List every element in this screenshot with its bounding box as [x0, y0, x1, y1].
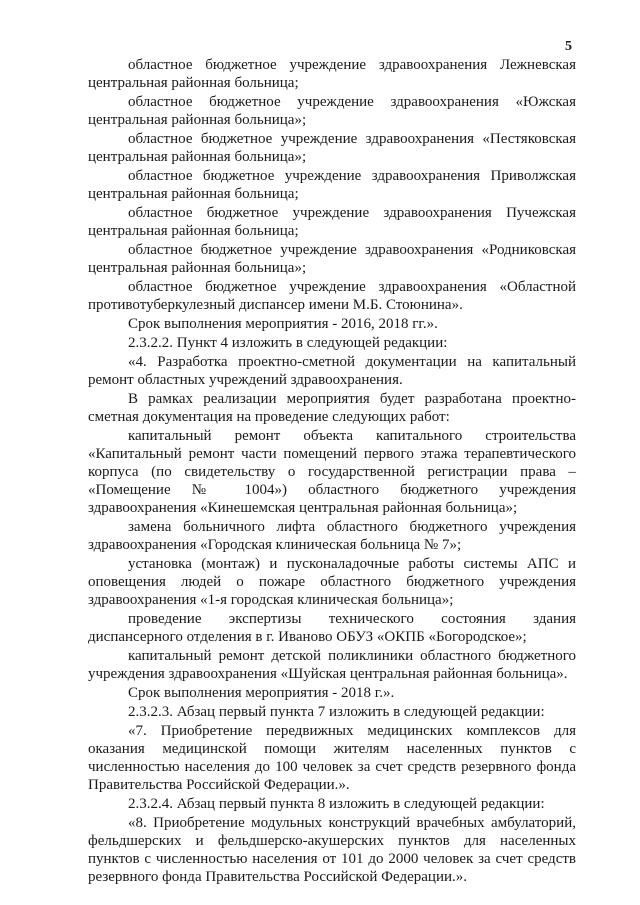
paragraph: областное бюджетное учреждение здравоохранения «Областной противотуберкулезный диспансер имени М.Б. Стоюнина».: [88, 279, 576, 313]
paragraph: областное бюджетное учреждение здравоохранения Приволжская центральная районная больница;: [88, 168, 576, 202]
paragraph: капитальный ремонт объекта капитального строительства «Капитальный ремонт части помещений первого этажа терапевтического корпуса (по свидетельству о государственной регистрации права – «Помещение № 1004») областного бюджетного учреждения здравоохранения «Кинешемская центральная районная больница»;: [88, 428, 576, 516]
page-number: 5: [565, 39, 572, 54]
document-body: [88, 56, 576, 887]
paragraph: областное бюджетное учреждение здравоохранения «Родниковская центральная районная больница»;: [88, 242, 576, 276]
paragraph: Срок выполнения мероприятия - 2016, 2018 гг.».: [128, 316, 438, 332]
paragraph: 2.3.2.2. Пункт 4 изложить в следующей редакции:: [128, 335, 448, 351]
paragraph: капитальный ремонт детской поликлиники областного бюджетного учреждения здравоохранения «Шуйская центральная районная больница».: [88, 648, 576, 682]
paragraph: областное бюджетное учреждение здравоохранения «Пестяковская центральная районная больница»;: [88, 131, 576, 165]
paragraph: «8. Приобретение модульных конструкций врачебных амбулаторий, фельдшерских и фельдшерско-акушерских пунктов для населенных пунктов с численностью населения от 101 до 2000 человек за счет средств резервного фонда Правительства Российской Федерации.».: [88, 815, 576, 885]
paragraph: замена больничного лифта областного бюджетного учреждения здравоохранения «Городская клиническая больница № 7»;: [88, 519, 576, 553]
paragraph: установка (монтаж) и пусконаладочные работы системы АПС и оповещения людей о пожаре областного бюджетного учреждения здравоохранения «1-я городская клиническая больница»;: [88, 556, 576, 608]
paragraph: В рамках реализации мероприятия будет разработана проектно-сметная документация на проведение следующих работ:: [88, 391, 576, 425]
paragraph: 2.3.2.3. Абзац первый пункта 7 изложить в следующей редакции:: [128, 704, 545, 720]
paragraph: «4. Разработка проектно-сметной документации на капитальный ремонт областных учреждений здравоохранения.: [88, 354, 576, 388]
paragraph: проведение экспертизы технического состояния здания диспансерного отделения в г. Иваново ОБУЗ «ОКПБ «Богородское»;: [88, 611, 576, 645]
paragraph: Срок выполнения мероприятия - 2018 г.».: [128, 685, 395, 701]
paragraph: 2.3.2.4. Абзац первый пункта 8 изложить в следующей редакции:: [128, 796, 545, 812]
paragraph: областное бюджетное учреждение здравоохранения Лежневская центральная районная больница;: [88, 57, 576, 91]
paragraph: областное бюджетное учреждение здравоохранения «Южская центральная районная больница»;: [88, 94, 576, 128]
paragraph: областное бюджетное учреждение здравоохранения Пучежская центральная районная больница;: [88, 205, 576, 239]
paragraph: «7. Приобретение передвижных медицинских комплексов для оказания медицинской помощи жителям населенных пунктов с численностью населения до 100 человек за счет средств резервного фонда Правительства Российской Федерации.».: [88, 723, 576, 793]
